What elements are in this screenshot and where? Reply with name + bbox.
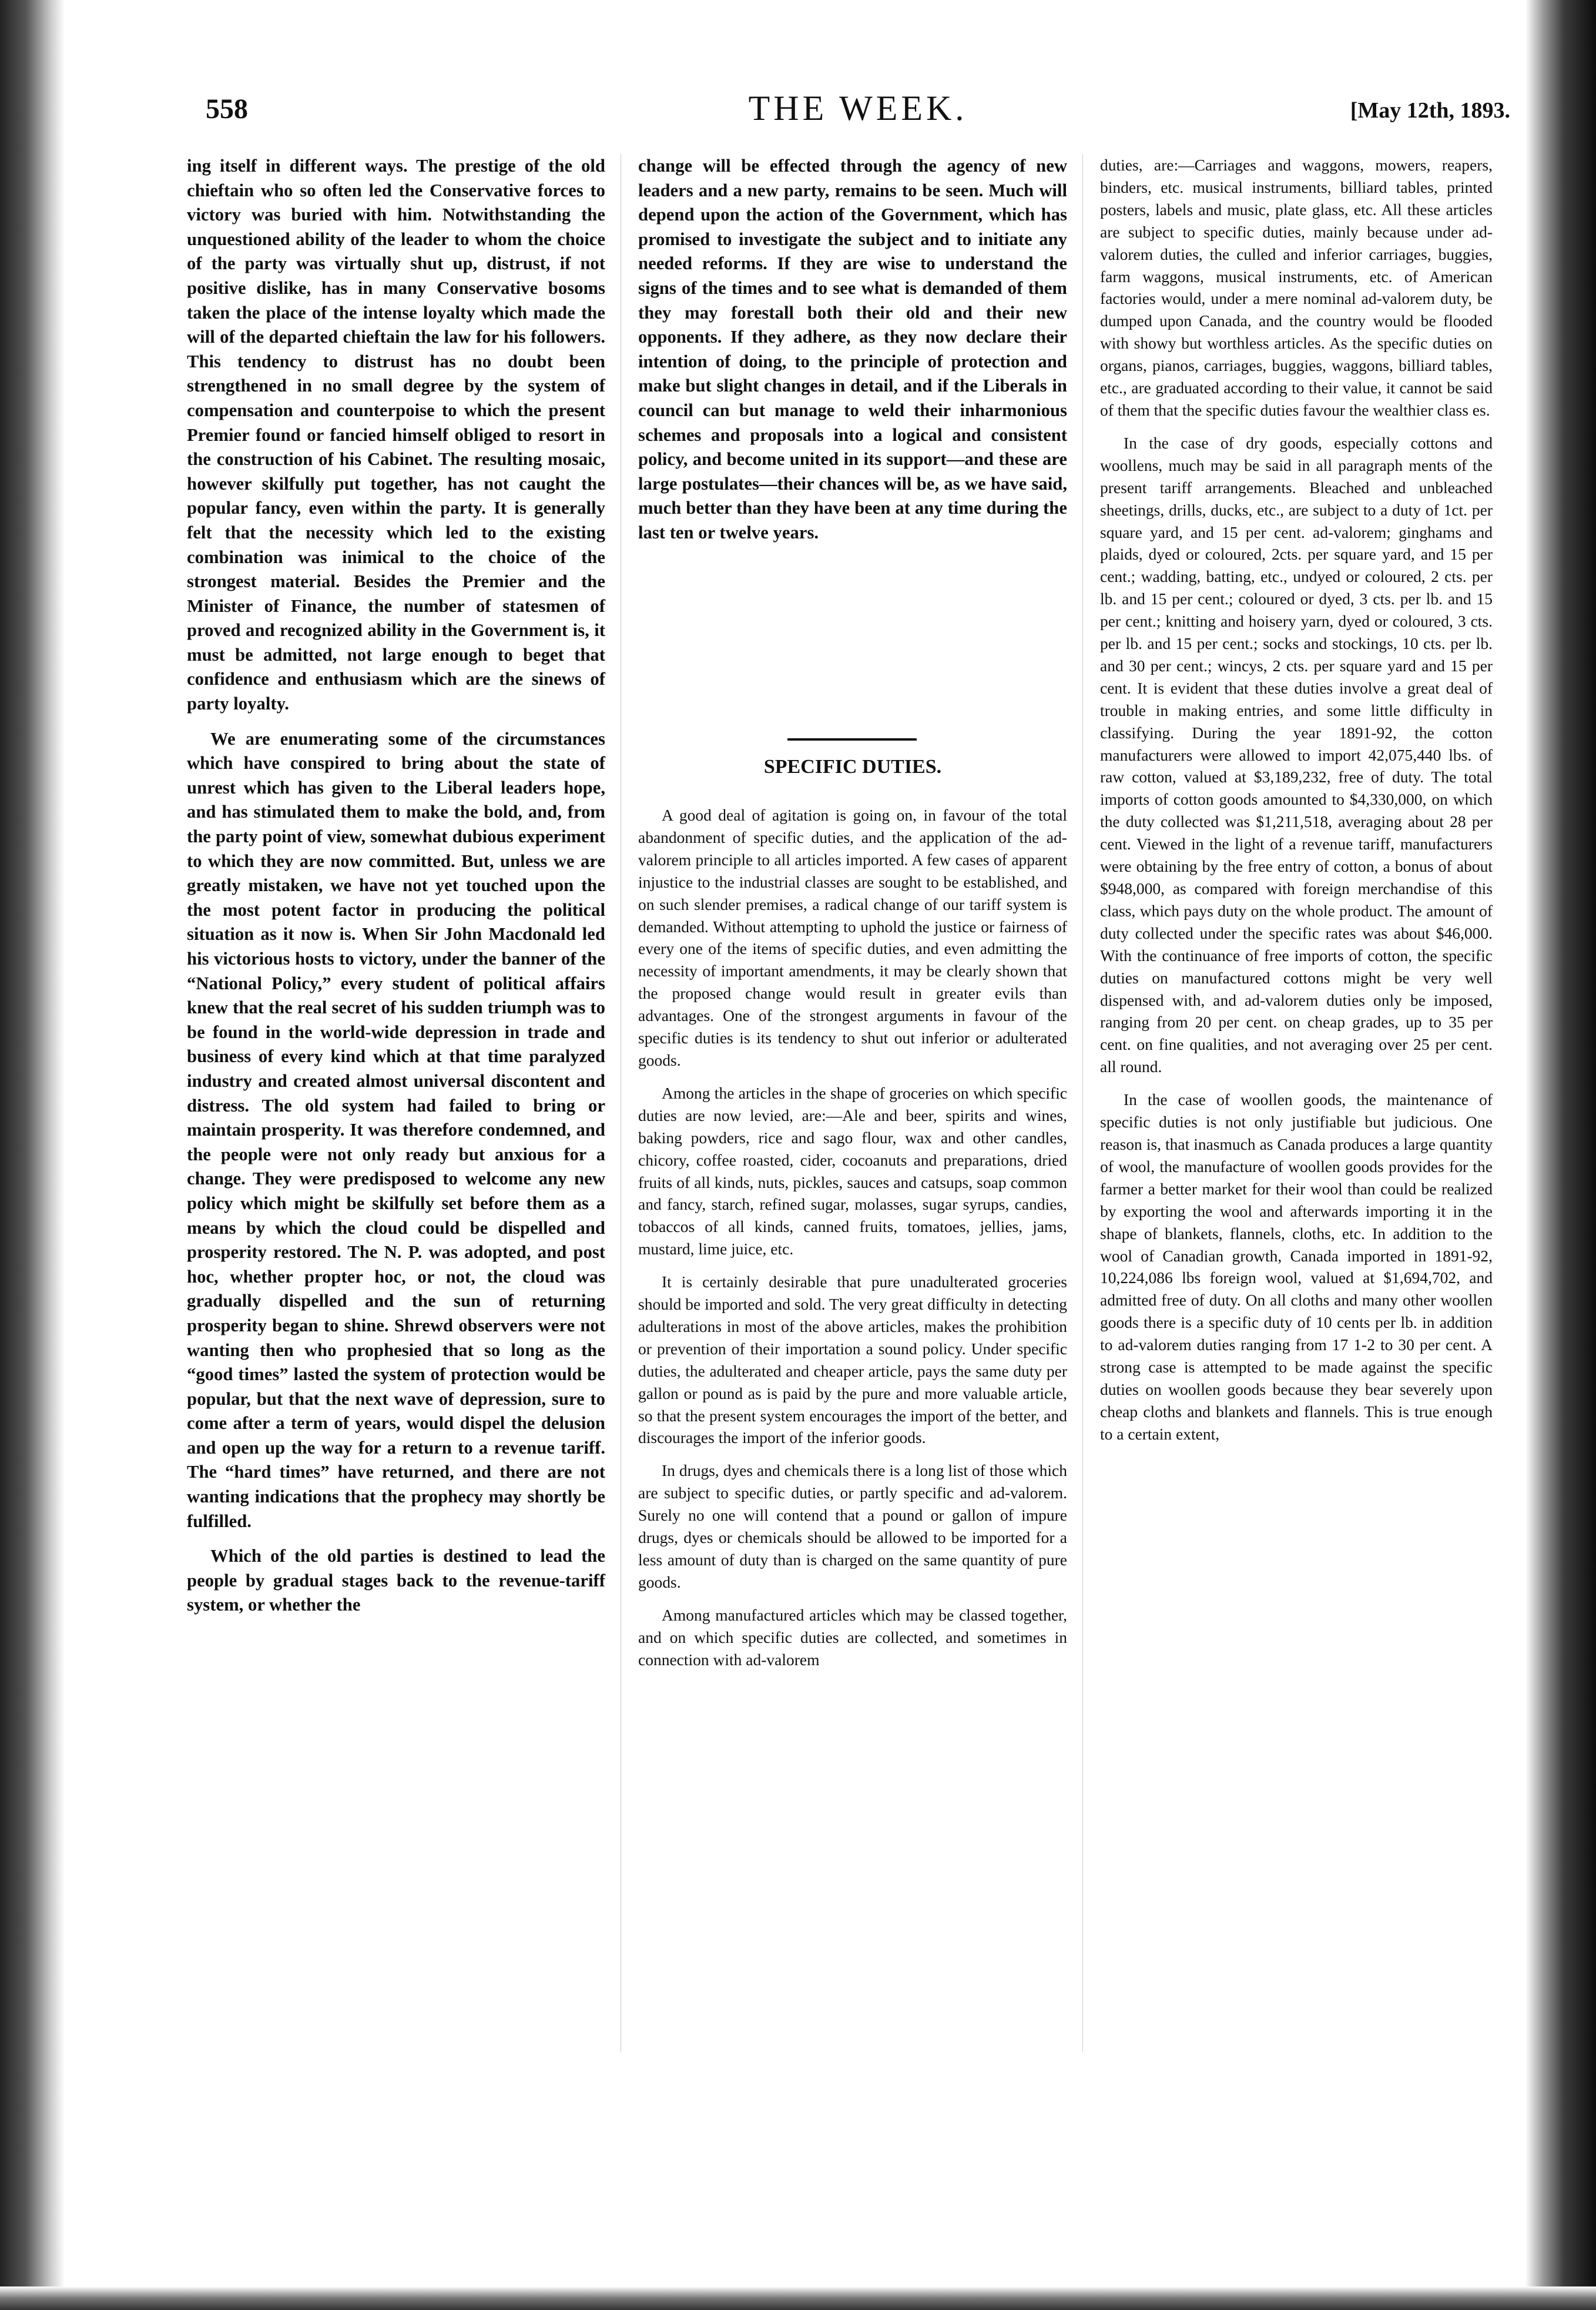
column-2-editorial-end: [638, 154, 1067, 556]
paragraph: Which of the old parties is destined to lead the people by gradual stages back to the revenue-tariff system, or whether the: [187, 1546, 605, 1615]
section-divider: [787, 738, 917, 741]
section-heading: SPECIFIC DUTIES.: [763, 756, 942, 778]
paragraph: duties, are:—Carriages and waggons, mowers, reapers, binders, etc. musical instruments, billiard tables, printed posters, labels and music, plate glass, etc. All these articles are subject to specific duties, mainly because under ad-valorem duties, the culled and inferior carriages, buggies, farm waggons, musical instruments, etc. of American factories would, under a mere nominal ad-valorem duty, be dumped upon Canada, and the country would be flooded with showy but worthless articles. As the specific duties on organs, pianos, carriages, buggies, waggons, billiard tables, etc., are graduated according to their value, it cannot be said of them that the specific duties favour the wealthier class es.: [1100, 156, 1493, 419]
scan-shadow-right: [1525, 0, 1596, 2310]
paragraph: In the case of woollen goods, the maintenance of specific duties is not only justifiable but judicious. One reason is, that inasmuch as Canada produces a large quantity of wool, the manufacture of woollen goods provides for the farmer a better market for their wool than could be realized by exporting the wool and afterwards importing it in the shape of blankets, flannels, cloths, etc. In addition to the wool of Canadian growth, Canada imported in 1891-92, 10,224,086 lbs foreign wool, valued at $1,694,702, and admitted free of duty. On all cloths and many other woollen goods there is a specific duty of 10 cents per lb. in addition to ad-valorem duties ranging from 17 1-2 to 30 per cent. A strong case is attempted to be made against the specific duties on woollen goods because they bear severely upon cheap cloths and blankets and flannels. This is true enough to a certain extent,: [1100, 1090, 1493, 1443]
scan-shadow-left: [0, 0, 65, 2310]
column-2-article: [638, 804, 1067, 1682]
page-number: 558: [206, 93, 248, 125]
scan-shadow-bottom: [0, 2286, 1596, 2310]
page-header: [206, 88, 1510, 135]
paragraph: Among manufactured articles which may be classed together, and on which specific duties are collected, and sometimes in connection with ad-valorem: [638, 1605, 1067, 1669]
paragraph: It is certainly desirable that pure unadulterated groceries should be imported and sold. The very great difficulty in detecting adulterations in most of the above articles, makes the prohibition or prevention of their importation a sound policy. Under specific duties, the adulterated and cheaper article, pays the same duty per gallon or pound as is paid by the pure and more valuable article, so that the present system encourages the import of the better, and discourages the import of the inferior goods.: [638, 1273, 1067, 1447]
issue-date: [May 12th, 1893.: [1350, 98, 1510, 123]
journal-title: THE WEEK.: [748, 89, 968, 128]
column-divider: [1082, 154, 1083, 2053]
paragraph: ing itself in different ways. The prestige of the old chieftain who so often led the Conservative forces to victory was buried with him. Notwithstanding the unquestioned ability of the leader to whom the choice of the party was virtually shut up, distrust, if not positive dislike, has in many Conservative bosoms taken the place of the intense loyalty which made the will of the departed chieftain the law for his followers. This tendency to distrust has no doubt been strengthened in no small degree by the system of compensation and counterpoise to which the present Premier found or fancied himself obliged to resort in the construction of his Cabinet. The resulting mosaic, however skilfully put together, has not caught the popular fancy, even within the party. It is generally felt that the necessity which led to the existing combination was inimical to the choice of the strongest material. Besides the Premier and the Minister of Finance, the number of statesmen of proved and recognized ability in the Government is, it must be admitted, not large enough to beget that confidence and enthusiasm which are the sinews of party loyalty.: [187, 156, 605, 714]
paragraph: We are enumerating some of the circumstances which have conspired to bring about the state of unrest which has given to the Liberal leaders hope, and has stimulated them to make the bold, and, from the party point of view, somewhat dubious experiment to which they are now committed. But, unless we are greatly mistaken, we have not yet touched upon the the most potent factor in producing the political situation as it now is. When Sir John Macdonald led his victorious hosts to victory, under the banner of the “National Policy,” every student of political affairs knew that the real secret of his sudden triumph was to be found in the world-wide depression in trade and business of every kind which at that time paralyzed industry and created almost universal discontent and distress. The old system had failed to bring or maintain prosperity. It was therefore condemned, and the people were not only ready but anxious for a change. They were predisposed to welcome any new policy which might be skilfully set before them as a means by which the cloud could be dispelled and prosperity restored. The N. P. was adopted, and post hoc, whether propter hoc, or not, the cloud was gradually dispelled and the sun of returning prosperity began to shine. Shrewd observers were not wanting then who prophesied that so long as the “good times” lasted the system of protection would be popular, but that the next wave of depression, sure to come after a term of years, would dispel the delusion and open up the way for a return to a revenue tariff. The “hard times” have returned, and there are not wanting indications that the prophecy may shortly be fulfilled.: [187, 728, 605, 1531]
column-1: [187, 154, 605, 1628]
paragraph: In the case of dry goods, especially cottons and woollens, much may be said in all paragraph ments of the present tariff arrangements. Bleached and unbleached sheetings, drills, ducks, etc., are subject to a duty of 1ct. per square yard, and 15 per cent. ad-valorem; ginghams and plaids, dyed or coloured, 2cts. per square yard, and 15 per cent.; wadding, batting, etc., undyed or coloured, 2 cts. per lb. and 15 per cent.; coloured or dyed, 3 cts. per lb. and 15 per cent.; knitting and hoisery yarn, dyed or coloured, 3 cts. per lb. and 15 per cent.; socks and stockings, 10 cts. per lb. and 30 per cent.; wincys, 2 cts. per square yard and 15 per cent. It is evident that these duties involve a great deal of trouble in making entries, and some little difficulty in classifying. During the year 1891-92, the cotton manufacturers were allowed to import 42,075,440 lbs. of raw cotton, valued at $3,189,232, free of duty. The total imports of cotton goods amounted to $4,330,000, on which the duty collected was $1,211,518, averaging about 28 per cent. Viewed in the light of a revenue tariff, manufacturers were obtaining by the free entry of cotton, a bonus of about $948,000, as compared with foreign merchandise of this class, which pays duty on the whole product. The amount of duty collected under the specific rates was about $46,000. With the continuance of free imports of cotton, the specific duties on manufactured cottons might be very well dispensed with, and ad-valorem duties only be imposed, ranging from 20 per cent. on cheap grades, up to 35 per cent. on fine qualities, and not averaging over 25 per cent. all round.: [1100, 433, 1493, 1076]
paragraph: In drugs, dyes and chemicals there is a long list of those which are subject to specific duties, or partly specific and ad-valorem. Surely no one will contend that a pound or gallon of impure drugs, dyes or chemicals should be allowed to be imported for a less amount of duty than is charged on the same quantity of pure goods.: [638, 1461, 1067, 1591]
column-3: [1100, 154, 1493, 1456]
paragraph: A good deal of agitation is going on, in favour of the total abandonment of specific duties, and the application of the ad-valorem principle to all articles imported. A few cases of apparent injustice to the industrial classes are sought to be established, and on such slender premises, a radical change of our tariff system is demanded. Without attempting to uphold the justice or fairness of every one of the items of specific duties, and even admitting the necessity of important amendments, it may be clearly shown that the proposed change would result in greater evils than advantages. One of the strongest arguments in favour of the specific duties is its tendency to shut out inferior or adulterated goods.: [638, 806, 1067, 1069]
paragraph: change will be effected through the agency of new leaders and a new party, remains to be seen. Much will depend upon the action of the Government, which has promised to investigate the subject and to initiate any needed reforms. If they are wise to understand the signs of the times and to see what is demanded of them they may forestall both their old and their new opponents. If they adhere, as they now declare their intention of doing, to the principle of protection and make but slight changes in detail, and if the Liberals in council can but manage to weld their inharmonious schemes and proposals into a logical and consistent policy, and become united in its support—and these are large postulates—their chances will be, as we have said, much better than they have been at any time during the last ten or twelve years.: [638, 156, 1067, 543]
paragraph: Among the articles in the shape of groceries on which specific duties are now levied, are:—Ale and beer, spirits and wines, baking powders, rice and sago flour, wax and other candles, chicory, coffee roasted, cider, cocoanuts and preparations, dried fruits of all kinds, nuts, pickles, sauces and catsups, soap common and fancy, starch, refined sugar, molasses, sugar syrups, candies, tobaccos of all kinds, canned fruits, tomatoes, jellies, jams, mustard, lime juice, etc.: [638, 1083, 1067, 1258]
